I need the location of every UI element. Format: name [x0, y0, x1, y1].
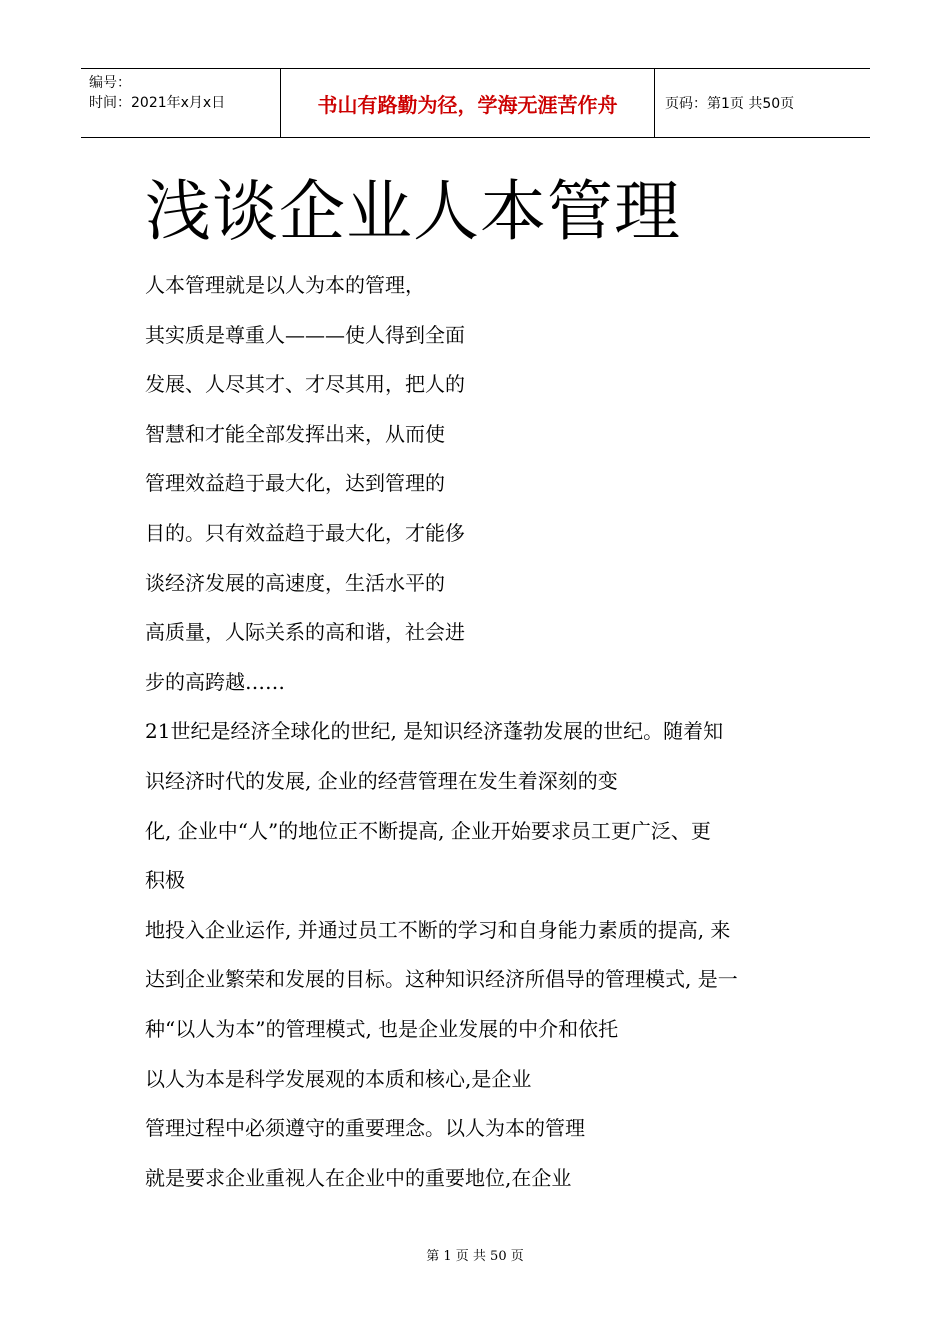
header-motto: 书山有路勤为径，学海无涯苦作舟: [281, 69, 655, 137]
body-line: 以人为本是科学发展观的本质和核心,是企业: [145, 1066, 532, 1091]
body-line: 智慧和才能全部发挥出来，从而使: [145, 421, 445, 446]
body-line: 步的高跨越……: [145, 669, 285, 694]
body-line: 管理效益趋于最大化，达到管理的: [145, 471, 445, 496]
page-footer: 第 1 页 共 50 页: [426, 1249, 524, 1264]
time-label: 时间：2021年x月x日: [89, 95, 226, 111]
document-title: 浅谈企业人本管理: [145, 173, 681, 250]
header-page-info: 页码：第1页 共50页: [665, 96, 795, 112]
serial-label: 编号：: [89, 75, 131, 91]
body-line: 谈经济发展的高速度，生活水平的: [145, 570, 445, 595]
document-body: [145, 261, 835, 1203]
body-line: 目的。只有效益趋于最大化，才能侈: [145, 520, 465, 545]
body-line: 人本管理就是以人为本的管理，: [145, 273, 425, 297]
body-line: 21世纪是经济全球化的世纪, 是知识经济蓬勃发展的世纪。随着知: [145, 719, 724, 744]
body-line: 化, 企业中“人”的地位正不断提高, 企业开始要求员工更广泛、更: [145, 818, 711, 843]
body-line: 积极: [145, 868, 185, 893]
body-line: 地投入企业运作, 并通过员工不断的学习和自身能力素质的提高, 来: [145, 917, 731, 942]
page-header: [81, 68, 870, 138]
body-line: 高质量，人际关系的高和谐，社会进: [145, 620, 465, 645]
header-meta: [81, 69, 281, 137]
body-line: 种“以人为本”的管理模式, 也是企业发展的中介和依托: [145, 1016, 619, 1041]
body-line: 管理过程中必须遵守的重要理念。以人为本的管理: [145, 1116, 585, 1141]
body-line: 就是要求企业重视人在企业中的重要地位,在企业: [145, 1165, 572, 1190]
body-line: 其实质是尊重人———使人得到全面: [145, 322, 465, 347]
body-line: 达到企业繁荣和发展的目标。这种知识经济所倡导的管理模式, 是一: [145, 967, 738, 992]
body-line: 识经济时代的发展, 企业的经营管理在发生着深刻的变: [145, 768, 618, 793]
body-line: 发展、人尽其才、才尽其用，把人的: [145, 372, 465, 397]
